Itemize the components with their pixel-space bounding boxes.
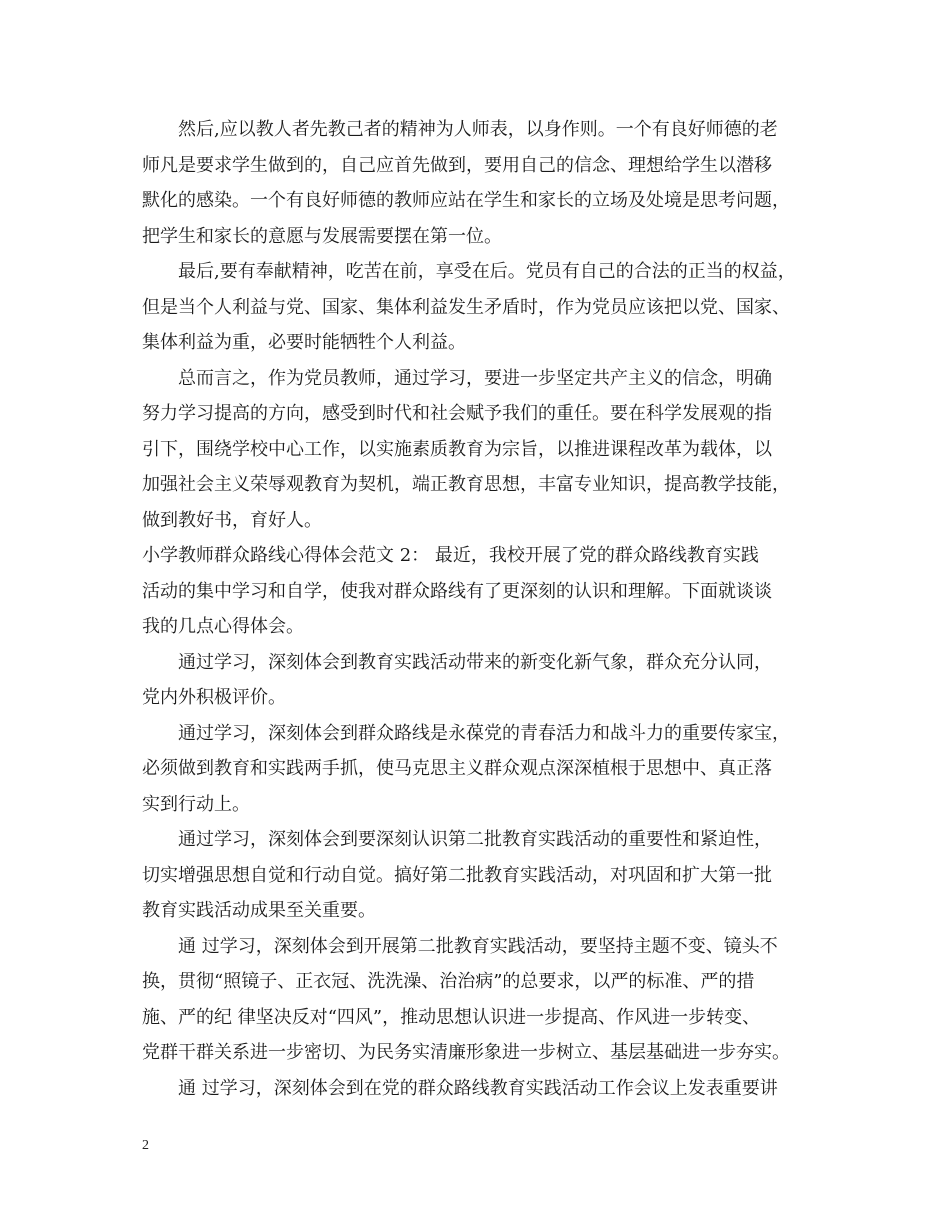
text-line: 然后,应以教人者先教己者的精神为人师表，以身作则。一个有良好师德的老: [178, 119, 778, 140]
text-line: 默化的感染。一个有良好师德的教师应站在学生和家长的立场及处境是思考问题，: [142, 190, 790, 211]
text-line: 通过学习，深刻体会到要深刻认识第二批教育实践活动的重要性和紧迫性，: [178, 829, 772, 850]
body-text: [142, 112, 822, 1106]
text-line: 党内外积极评价。: [142, 687, 286, 708]
text-line: 最后,要有奉献精神，吃苦在前，享受在后。党员有自己的合法的正当的权益，: [178, 261, 796, 282]
text-line: 总而言之，作为党员教师，通过学习，要进一步坚定共产主义的信念，明确: [178, 367, 772, 389]
text-line: 通过学习，深刻体会到群众路线是永葆党的青春活力和战斗力的重要传家宝，: [178, 722, 790, 744]
text-line: 换，贯彻“照镜子、正衣冠、洗洗澡、治治病”的总要求，以严的标准、严的措: [142, 971, 755, 992]
text-line: 切实增强思想自觉和行动自觉。搞好第二批教育实践活动，对巩固和扩大第一批: [142, 864, 772, 886]
text-line: 通过学习，深刻体会到教育实践活动带来的新变化新气象，群众充分认同，: [178, 651, 772, 673]
text-line: 通 过学习，深刻体会到开展第二批教育实践活动，要坚持主题不变、镜头不: [178, 935, 778, 957]
text-line: 把学生和家长的意愿与发展需要摆在第一位。: [142, 225, 502, 247]
text-line: 集体利益为重，必要时能牺牲个人利益。: [142, 332, 466, 353]
text-line: 加强社会主义荣辱观教育为契机，端正教育思想，丰富专业知识，提高教学技能，: [142, 474, 790, 495]
text-line: 但是当个人利益与党、国家、集体利益发生矛盾时，作为党员应该把以党、国家、: [142, 296, 790, 318]
text-line: 师凡是要求学生做到的，自己应首先做到，要用自己的信念、理想给学生以潜移: [142, 154, 772, 176]
text-line: 必须做到教育和实践两手抓，使马克思主义群众观点深深植根于思想中、真正落: [142, 758, 772, 779]
text-line: 做到教好书，育好人。: [142, 509, 322, 531]
text-line: 通 过学习，深刻体会到在党的群众路线教育实践活动工作会议上发表重要讲: [178, 1077, 778, 1099]
text-line: 活动的集中学习和自学，使我对群众路线有了更深刻的认识和理解。下面就谈谈: [142, 580, 772, 602]
text-line: 努力学习提高的方向，感受到时代和社会赋予我们的重任。要在科学发展观的指: [142, 403, 772, 424]
text-line: 实到行动上。: [142, 793, 250, 815]
text-line: 我的几点心得体会。: [142, 616, 304, 637]
text-line: 施、严的纪 律坚决反对“四风”，推动思想认识进一步提高、作风进一步转变、: [142, 1006, 761, 1028]
page-number: 2: [142, 1138, 149, 1153]
text-line: 教育实践活动成果至关重要。: [142, 900, 376, 921]
text-line: 小学教师群众路线心得体会范文 2： 最近，我校开展了党的群众路线教育实践: [142, 545, 759, 566]
text-line: 引下，围绕学校中心工作，以实施素质教育为宗旨，以推进课程改革为载体，以: [142, 438, 772, 460]
text-line: 党群干群关系进一步密切、为民务实清廉形象进一步树立、基层基础进一步夯实。: [142, 1042, 790, 1063]
